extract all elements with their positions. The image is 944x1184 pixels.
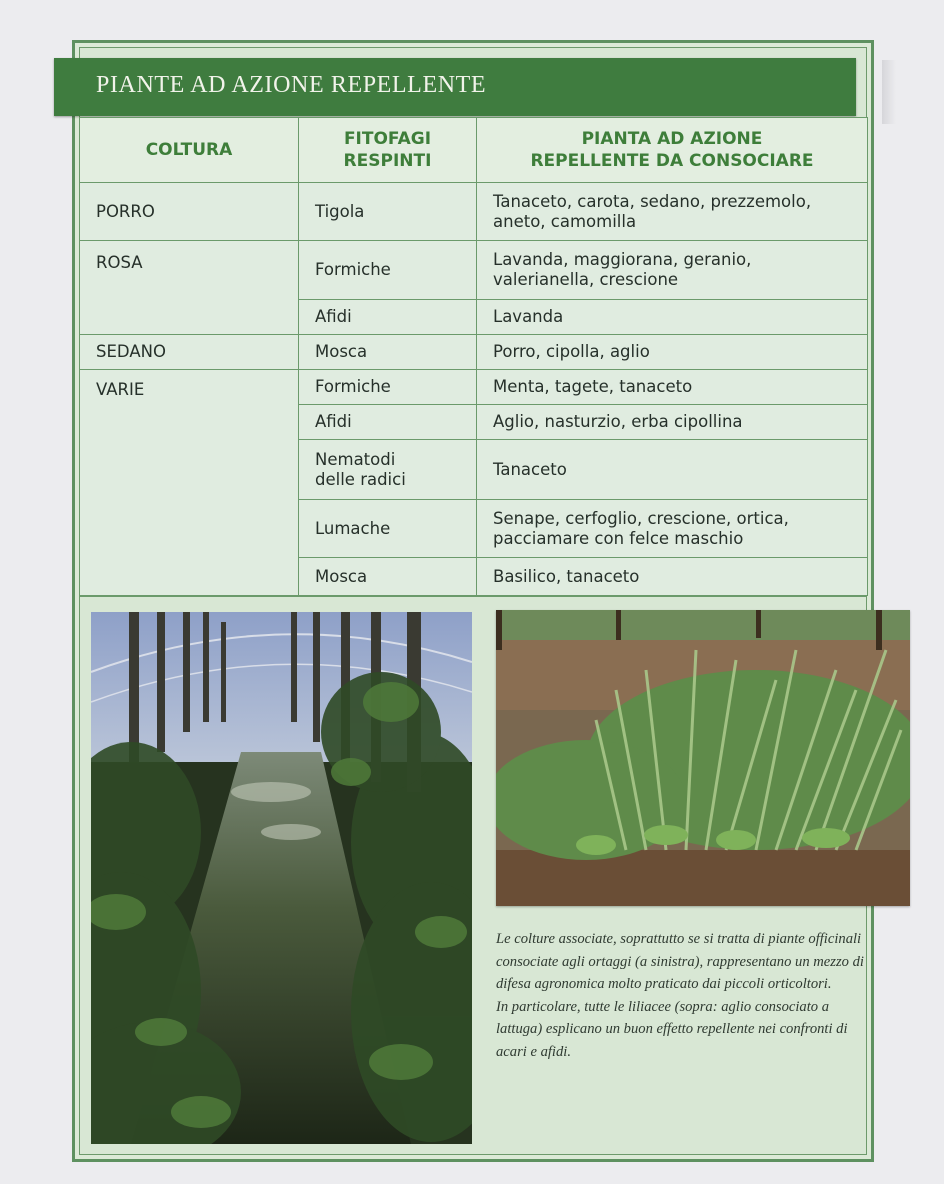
plant-cell: Aglio, nasturzio, erba cipollina [477,405,868,440]
pest-cell: Nematodi delle radici [299,440,477,500]
pest-cell: Afidi [299,300,477,335]
table-row [80,241,868,300]
plant-cell: Senape, cerfoglio, crescione, ortica, pacciamare con felce maschio [477,500,868,558]
garlic-lettuce-photo [496,610,910,906]
table-row [80,335,868,370]
pest-cell: Mosca [299,335,477,370]
greenhouse-photo [91,612,472,1144]
crop-cell: PORRO [80,183,299,241]
table-header-row [80,118,868,183]
pest-cell: Tigola [299,183,477,241]
caption-paragraph-1: Le colture associate, soprattutto se si tratta di piante officinali consociate agli ortaggi (a sinistra), rappresentano un mezzo di difesa agronomica molto praticato dai piccoli orticoltori. [496,931,864,992]
plant-cell: Lavanda, maggiorana, geranio, valerianella, crescione [477,241,868,300]
crop-cell: VARIE [80,370,299,596]
table-row [80,183,868,241]
plant-cell: Tanaceto, carota, sedano, prezzemolo, aneto, camomilla [477,183,868,241]
header-fitofagi [299,118,477,183]
photo-caption [496,928,866,1063]
pest-cell: Formiche [299,241,477,300]
table-row [80,370,868,405]
pest-cell: Afidi [299,405,477,440]
caption-paragraph-2: In particolare, tutte le liliacee (sopra: aglio consociato a lattuga) esplicano un buon effetto repellente nei confronti di acari e afidi. [496,998,848,1060]
repellent-plants-table [79,117,868,596]
pest-cell: Lumache [299,500,477,558]
header-coltura: COLTURA [80,118,299,183]
plant-cell: Basilico, tanaceto [477,558,868,596]
plant-cell: Menta, tagete, tanaceto [477,370,868,405]
plant-cell: Porro, cipolla, aglio [477,335,868,370]
header-pianta-text: PIANTA AD AZIONE REPELLENTE DA CONSOCIARE [530,129,814,171]
pest-cell: Formiche [299,370,477,405]
crop-cell: ROSA [80,241,299,335]
scan-edge-shadow [882,60,896,124]
pest-cell: Mosca [299,558,477,596]
header-fitofagi-text: FITOFAGI RESPINTI [343,129,432,171]
page-title: PIANTE AD AZIONE REPELLENTE [96,72,487,98]
crop-cell: SEDANO [80,335,299,370]
header-pianta [477,118,868,183]
plant-cell: Lavanda [477,300,868,335]
plant-cell: Tanaceto [477,440,868,500]
